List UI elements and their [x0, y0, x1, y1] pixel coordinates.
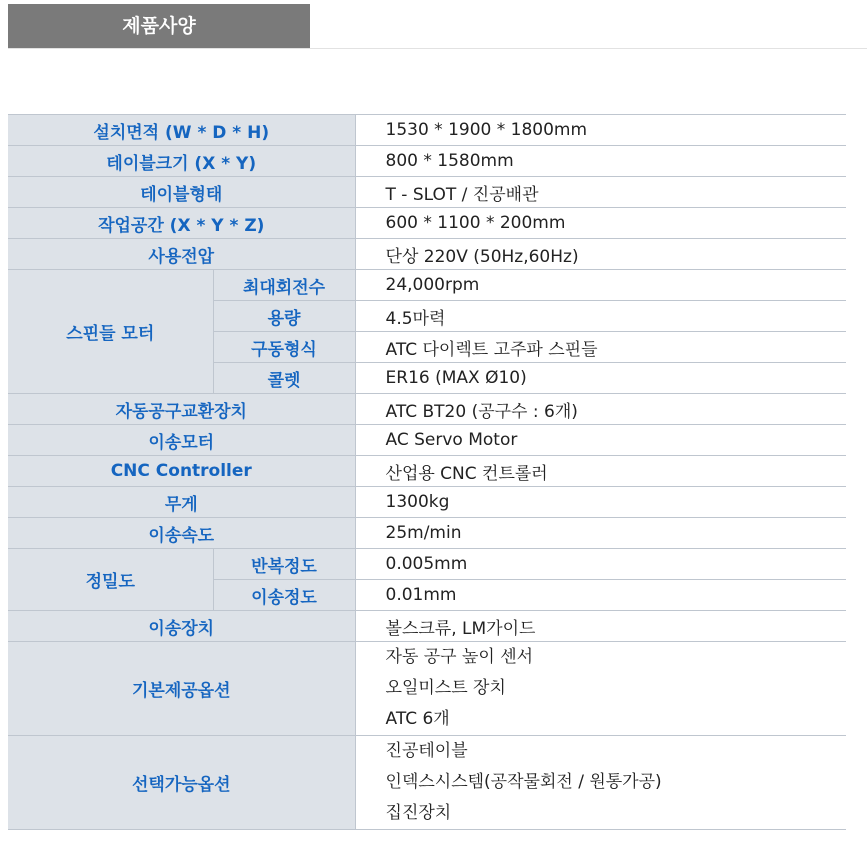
list-item: 인덱스시스템(공작물회전 / 원통가공) [385, 772, 662, 792]
row-value: ATC BT20 (공구수 : 6개) [355, 394, 846, 425]
row-label: 테이블크기 (X * Y) [8, 146, 355, 177]
row-label: 이송장치 [8, 611, 355, 642]
row-value: 1300kg [355, 487, 846, 518]
sub-label: 반복정도 [213, 549, 355, 580]
sub-label: 구동형식 [213, 332, 355, 363]
group-label: 정밀도 [8, 549, 213, 611]
row-value-list [355, 642, 846, 736]
table-row [8, 425, 846, 456]
row-label: 사용전압 [8, 239, 355, 270]
list-item: 자동 공구 높이 센서 [385, 647, 534, 667]
table-row [8, 146, 846, 177]
table-row [8, 177, 846, 208]
table-row [8, 611, 846, 642]
table-row [8, 394, 846, 425]
row-value: 800 * 1580mm [355, 146, 846, 177]
row-value-list [355, 736, 846, 830]
row-label: 기본제공옵션 [8, 642, 355, 736]
row-value: ER16 (MAX Ø10) [355, 363, 846, 394]
row-value: 0.005mm [355, 549, 846, 580]
table-row [8, 115, 846, 146]
row-label: 이송모터 [8, 425, 355, 456]
row-value: 4.5마력 [355, 301, 846, 332]
row-label: 작업공간 (X * Y * Z) [8, 208, 355, 239]
table-row [8, 518, 846, 549]
row-value: ATC 다이렉트 고주파 스핀들 [355, 332, 846, 363]
row-value: 볼스크류, LM가이드 [355, 611, 846, 642]
row-label: 선택가능옵션 [8, 736, 355, 830]
group-label: 스핀들 모터 [8, 270, 213, 394]
row-label: CNC Controller [8, 456, 355, 487]
header-divider [8, 48, 867, 49]
table-row [8, 736, 846, 830]
row-value: 0.01mm [355, 580, 846, 611]
list-item: 오일미스트 장치 [385, 678, 506, 698]
row-value: 24,000rpm [355, 270, 846, 301]
row-value: T - SLOT / 진공배관 [355, 177, 846, 208]
row-value: 단상 220V (50Hz,60Hz) [355, 239, 846, 270]
list-item: 진공테이블 [385, 741, 468, 761]
list-item: 집진장치 [385, 803, 452, 823]
row-label: 설치면적 (W * D * H) [8, 115, 355, 146]
row-label: 무게 [8, 487, 355, 518]
spec-table [8, 114, 846, 830]
row-value: 1530 * 1900 * 1800mm [355, 115, 846, 146]
table-row [8, 270, 846, 301]
sub-label: 콜렛 [213, 363, 355, 394]
section-title: 제품사양 [8, 4, 310, 48]
table-row [8, 642, 846, 736]
table-row [8, 208, 846, 239]
sub-label: 용량 [213, 301, 355, 332]
table-row [8, 456, 846, 487]
table-row [8, 549, 846, 580]
row-label: 자동공구교환장치 [8, 394, 355, 425]
row-value: 25m/min [355, 518, 846, 549]
row-value: 산업용 CNC 컨트롤러 [355, 456, 846, 487]
row-value: 600 * 1100 * 200mm [355, 208, 846, 239]
table-row [8, 239, 846, 270]
row-label: 이송속도 [8, 518, 355, 549]
sub-label: 최대회전수 [213, 270, 355, 301]
row-label: 테이블형태 [8, 177, 355, 208]
sub-label: 이송정도 [213, 580, 355, 611]
list-item: ATC 6개 [385, 709, 450, 729]
row-value: AC Servo Motor [355, 425, 846, 456]
table-row [8, 487, 846, 518]
